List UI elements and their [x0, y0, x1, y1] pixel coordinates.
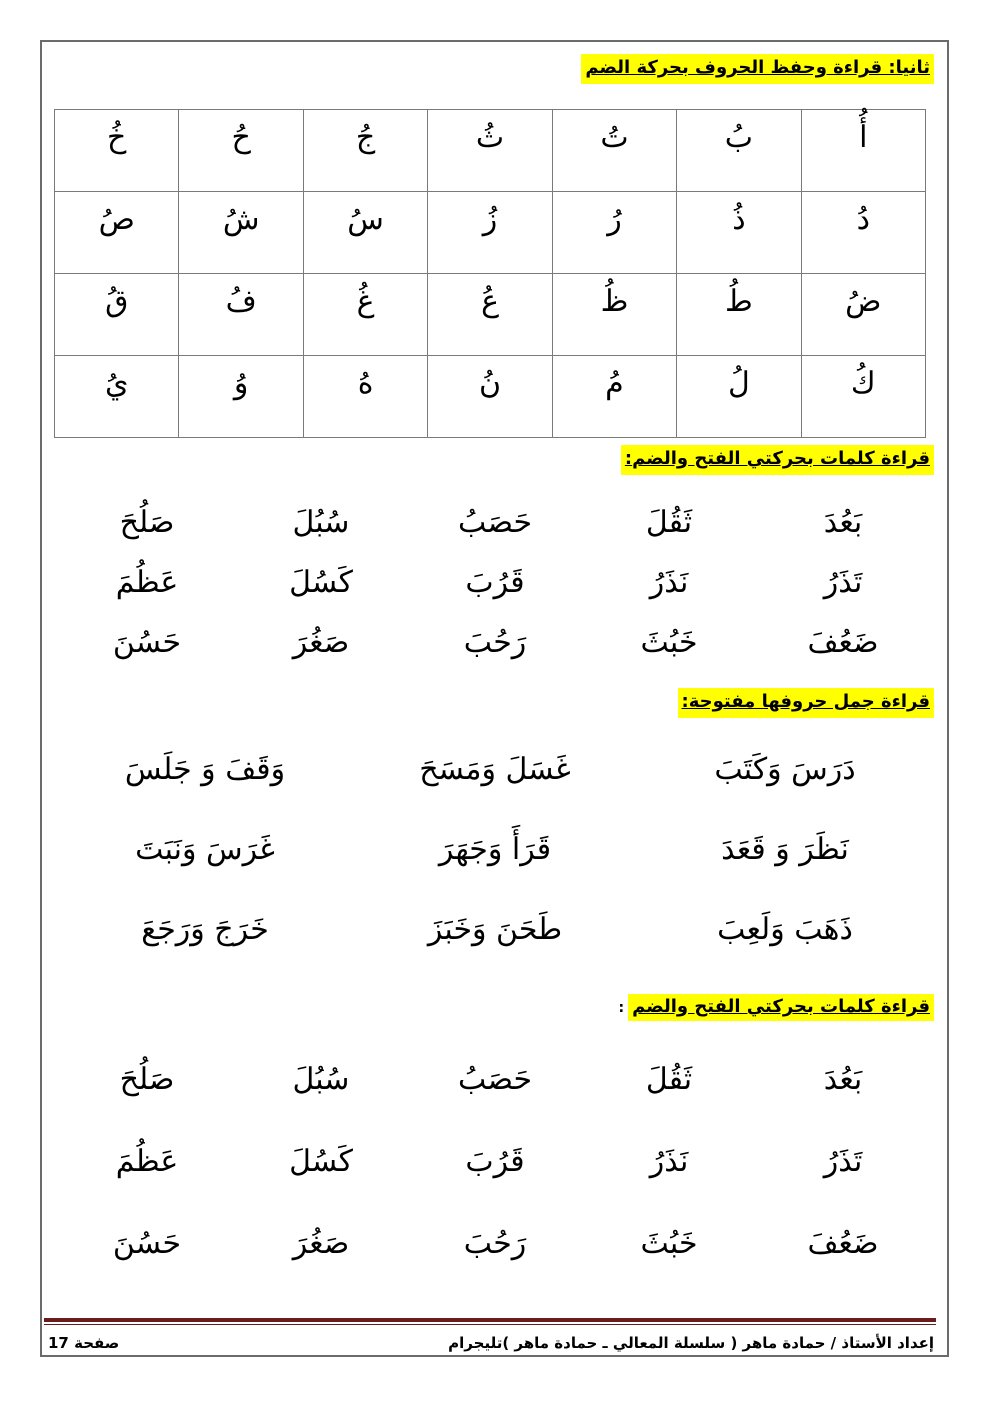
letter-cell: شُ — [179, 192, 303, 274]
word: تَذَرُ — [823, 565, 863, 600]
word: تَذَرُ — [823, 1144, 863, 1179]
word: حَسُنَ — [112, 625, 182, 660]
section2-title: قراءة كلمات بحركتي الفتح والضم — [632, 448, 930, 469]
section4-words — [60, 1062, 930, 1308]
section2-heading — [621, 445, 934, 475]
letter-cell: قُ — [55, 274, 179, 356]
letter-cell: تُ — [552, 110, 676, 192]
sentence: وَقَفَ وَ جَلَسَ — [124, 752, 286, 787]
section3-heading — [678, 688, 935, 718]
section4-heading — [618, 995, 934, 1020]
footer-rule-thick — [44, 1318, 936, 1322]
letter-cell: فُ — [179, 274, 303, 356]
section1-title: ثانيا: قراءة وحفظ الحروف بحركة الضم — [581, 54, 934, 84]
word: ضَعُفَ — [807, 625, 879, 660]
letter-cell: زُ — [428, 192, 552, 274]
sentence: خَرَجَ وَرَجَعَ — [141, 912, 269, 947]
section3-row — [60, 752, 930, 832]
letter-cell: بُ — [677, 110, 801, 192]
letter-cell: نُ — [428, 356, 552, 438]
letter-cell: يُ — [55, 356, 179, 438]
word: صَلُحَ — [119, 1062, 175, 1097]
letter-cell: غُ — [303, 274, 427, 356]
letters-row — [55, 192, 926, 274]
word: قَرُبَ — [465, 565, 525, 600]
sentence: ذَهَبَ وَلَعِبَ — [717, 912, 853, 947]
letter-cell: صُ — [55, 192, 179, 274]
word: صَغُرَ — [292, 625, 350, 660]
letter-cell: عُ — [428, 274, 552, 356]
letters-row — [55, 110, 926, 192]
word: حَصَبُ — [457, 1062, 533, 1097]
letter-cell: سُ — [303, 192, 427, 274]
section4-row — [60, 1144, 930, 1226]
letter-cell: دُ — [801, 192, 925, 274]
section3-title: قراءة جمل حروفها مفتوحة — [688, 691, 930, 712]
section2-row — [60, 505, 930, 565]
sentence: دَرَسَ وَكَتَبَ — [714, 752, 856, 787]
section3-sentences — [60, 752, 930, 992]
footer-credit: إعداد الأستاذ / حمادة ماهر ( سلسلة المعالي ـ حمادة ماهر )تليجرام — [448, 1334, 934, 1352]
letter-cell: ذُ — [677, 192, 801, 274]
word: خَبُثَ — [640, 625, 698, 660]
section3-row — [60, 832, 930, 912]
word: صَلُحَ — [119, 505, 175, 540]
word: بَعُدَ — [823, 1062, 863, 1097]
word: نَذَرُ — [649, 565, 689, 600]
section4-colon: : — [618, 1000, 625, 1016]
sentence: قَرَأَ وَجَهَرَ — [438, 832, 552, 867]
word: صَغُرَ — [292, 1226, 350, 1261]
sentence: طَحَنَ وَخَبَزَ — [427, 912, 563, 947]
section4-row — [60, 1062, 930, 1144]
word: عَظُمَ — [115, 565, 179, 600]
letter-cell: أُ — [801, 110, 925, 192]
word: خَبُثَ — [640, 1226, 698, 1261]
word: بَعُدَ — [823, 505, 863, 540]
letter-cell: مُ — [552, 356, 676, 438]
sentence: نَظَرَ وَ قَعَدَ — [721, 832, 849, 867]
word: رَحُبَ — [463, 1226, 527, 1261]
letter-cell: هُ — [303, 356, 427, 438]
letters-row — [55, 274, 926, 356]
sentence: غَرَسَ وَنَبَتَ — [135, 832, 275, 867]
word: كَسُلَ — [289, 1144, 353, 1179]
letter-cell: جُ — [303, 110, 427, 192]
letter-cell: خُ — [55, 110, 179, 192]
letter-cell: لُ — [677, 356, 801, 438]
sentence: غَسَلَ وَمَسَحَ — [419, 752, 571, 787]
letter-cell: وُ — [179, 356, 303, 438]
letter-cell: حُ — [179, 110, 303, 192]
section3-colon: : — [681, 691, 689, 712]
letters-table — [54, 109, 926, 438]
word: ثَقُلَ — [645, 1062, 693, 1097]
word: حَسُنَ — [112, 1226, 182, 1261]
word: كَسُلَ — [289, 565, 353, 600]
section3-row — [60, 912, 930, 992]
letter-cell: ثُ — [428, 110, 552, 192]
word: رَحُبَ — [463, 625, 527, 660]
word: حَصَبُ — [457, 505, 533, 540]
letter-cell: ضُ — [801, 274, 925, 356]
letter-cell: رُ — [552, 192, 676, 274]
section2-words — [60, 505, 930, 685]
word: عَظُمَ — [115, 1144, 179, 1179]
section2-colon: : — [624, 448, 633, 469]
section4-title: قراءة كلمات بحركتي الفتح والضم — [628, 994, 934, 1021]
section2-row — [60, 625, 930, 685]
word: قَرُبَ — [465, 1144, 525, 1179]
word: ثَقُلَ — [645, 505, 693, 540]
letter-cell: ظُ — [552, 274, 676, 356]
word: نَذَرُ — [649, 1144, 689, 1179]
word: ضَعُفَ — [807, 1226, 879, 1261]
letter-cell: طُ — [677, 274, 801, 356]
word: سُبُلَ — [292, 505, 350, 540]
letters-row — [55, 356, 926, 438]
section2-row — [60, 565, 930, 625]
letter-cell: كُ — [801, 356, 925, 438]
section4-row — [60, 1226, 930, 1308]
page-number: صفحة 17 — [48, 1334, 120, 1352]
word: سُبُلَ — [292, 1062, 350, 1097]
footer-rule-thin — [44, 1324, 936, 1325]
